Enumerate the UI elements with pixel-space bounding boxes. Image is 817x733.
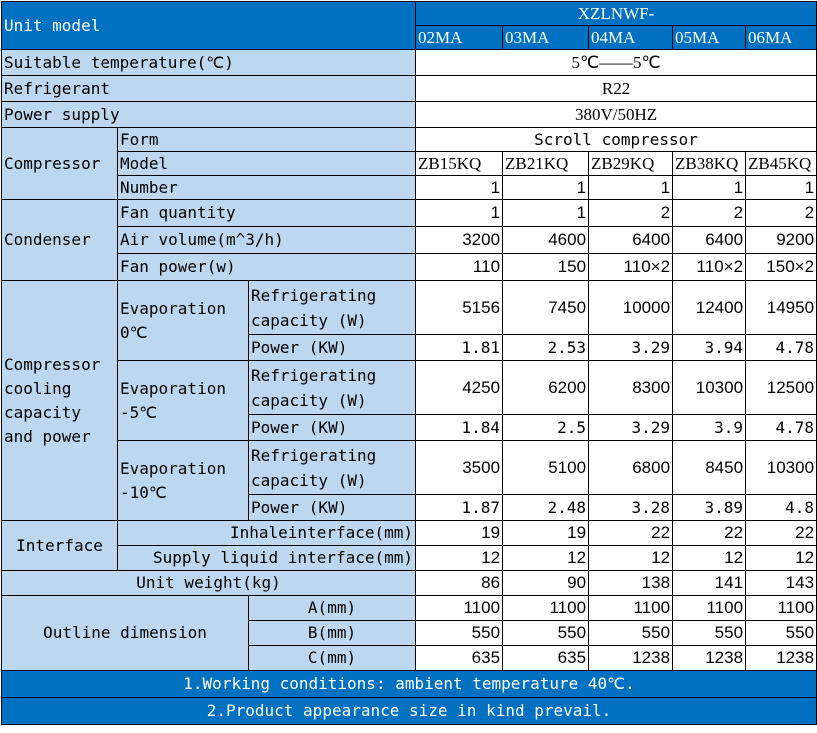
fan-power-label: Fan power(w) <box>118 254 416 281</box>
supply-cell: 12 <box>503 546 589 571</box>
compressor-model-cell: ZB15KQ <box>416 152 503 176</box>
dimension-a-cell: 1100 <box>503 596 589 621</box>
capacity-cell: 5156 <box>416 281 503 335</box>
evaporation-minus10-label: Evaporation -10℃ <box>118 441 249 521</box>
capacity-cell: 4250 <box>416 361 503 415</box>
refrigerating-capacity-label: Refrigerating capacity (W) <box>249 281 416 335</box>
capacity-cell: 12400 <box>673 281 746 335</box>
power-cell: 3.89 <box>673 495 746 521</box>
capacity-cell: 5100 <box>503 441 589 495</box>
dimension-b-cell: 550 <box>416 621 503 646</box>
capacity-cell: 10000 <box>589 281 673 335</box>
inhale-cell: 19 <box>503 521 589 546</box>
power-cell: 1.87 <box>416 495 503 521</box>
power-cell: 3.28 <box>589 495 673 521</box>
fan-power-cell: 110×2 <box>673 254 746 281</box>
air-volume-cell: 4600 <box>503 227 589 254</box>
dimension-c-cell: 1238 <box>589 646 673 671</box>
air-volume-cell: 9200 <box>746 227 817 254</box>
condenser-label: Condenser <box>2 200 118 281</box>
fan-power-cell: 110×2 <box>589 254 673 281</box>
power-cell: 2.53 <box>503 335 589 361</box>
dimension-c-cell: 1238 <box>746 646 817 671</box>
compressor-model-cell: ZB38KQ <box>673 152 746 176</box>
fan-quantity-cell: 2 <box>589 200 673 227</box>
power-cell: 4.8 <box>746 495 817 521</box>
capacity-cell: 6200 <box>503 361 589 415</box>
power-cell: 3.94 <box>673 335 746 361</box>
air-volume-cell: 6400 <box>673 227 746 254</box>
power-kw-label: Power (KW) <box>249 335 416 361</box>
fan-quantity-cell: 1 <box>503 200 589 227</box>
fan-quantity-label: Fan quantity <box>118 200 416 227</box>
dimension-b-cell: 550 <box>589 621 673 646</box>
inhale-cell: 22 <box>673 521 746 546</box>
compressor-model-label: Model <box>118 152 416 176</box>
supply-cell: 12 <box>746 546 817 571</box>
compressor-form-value: Scroll compressor <box>416 128 817 152</box>
capacity-cell: 10300 <box>673 361 746 415</box>
evaporation-minus5-label: Evaporation -5℃ <box>118 361 249 441</box>
refrigerant-value: R22 <box>416 76 817 102</box>
air-volume-cell: 3200 <box>416 227 503 254</box>
unit-model-header: Unit model <box>2 2 416 50</box>
outline-dimension-label: Outline dimension <box>2 596 249 671</box>
dimension-a-cell: 1100 <box>589 596 673 621</box>
capacity-cell: 14950 <box>746 281 817 335</box>
weight-cell: 141 <box>673 571 746 596</box>
refrigerant-label: Refrigerant <box>2 76 416 102</box>
supply-liquid-interface-label: Supply liquid interface(mm) <box>118 546 416 571</box>
unit-weight-label: Unit weight(kg) <box>2 571 416 596</box>
weight-cell: 90 <box>503 571 589 596</box>
power-cell: 1.81 <box>416 335 503 361</box>
dimension-b-cell: 550 <box>673 621 746 646</box>
fan-quantity-cell: 2 <box>746 200 817 227</box>
compressor-model-cell: ZB21KQ <box>503 152 589 176</box>
dimension-c-label: C(mm) <box>249 646 416 671</box>
power-cell: 3.29 <box>589 335 673 361</box>
note-working-conditions: 1.Working conditions: ambient temperature 40℃. <box>2 671 817 698</box>
capacity-cell: 8300 <box>589 361 673 415</box>
model-header-04: 04MA <box>589 26 673 50</box>
temperature-label: Suitable temperature(℃) <box>2 50 416 76</box>
interface-label: Interface <box>2 521 118 571</box>
model-header-06: 06MA <box>746 26 817 50</box>
refrigerating-capacity-label: Refrigerating capacity (W) <box>249 441 416 495</box>
dimension-c-cell: 635 <box>503 646 589 671</box>
inhale-interface-label: Inhaleinterface(mm) <box>118 521 416 546</box>
compressor-model-cell: ZB29KQ <box>589 152 673 176</box>
model-header-02: 02MA <box>416 26 503 50</box>
weight-cell: 143 <box>746 571 817 596</box>
compressor-form-label: Form <box>118 128 416 152</box>
inhale-cell: 22 <box>589 521 673 546</box>
supply-cell: 12 <box>589 546 673 571</box>
series-header: XZLNWF- <box>416 2 817 26</box>
capacity-cell: 8450 <box>673 441 746 495</box>
spec-table <box>1 1 817 725</box>
compressor-number-cell: 1 <box>503 176 589 200</box>
fan-quantity-cell: 2 <box>673 200 746 227</box>
temperature-value: 5℃——5℃ <box>416 50 817 76</box>
power-cell: 1.84 <box>416 415 503 441</box>
weight-cell: 86 <box>416 571 503 596</box>
compressor-number-cell: 1 <box>589 176 673 200</box>
compressor-model-cell: ZB45KQ <box>746 152 817 176</box>
power-cell: 2.48 <box>503 495 589 521</box>
power-cell: 4.78 <box>746 335 817 361</box>
dimension-a-cell: 1100 <box>746 596 817 621</box>
compressor-number-cell: 1 <box>673 176 746 200</box>
dimension-a-cell: 1100 <box>416 596 503 621</box>
air-volume-cell: 6400 <box>589 227 673 254</box>
model-header-03: 03MA <box>503 26 589 50</box>
air-volume-label: Air volume(m^3/h) <box>118 227 416 254</box>
capacity-cell: 12500 <box>746 361 817 415</box>
power-cell: 4.78 <box>746 415 817 441</box>
capacity-cell: 7450 <box>503 281 589 335</box>
supply-cell: 12 <box>673 546 746 571</box>
dimension-b-cell: 550 <box>503 621 589 646</box>
compressor-number-cell: 1 <box>746 176 817 200</box>
fan-quantity-cell: 1 <box>416 200 503 227</box>
refrigerating-capacity-label: Refrigerating capacity (W) <box>249 361 416 415</box>
power-supply-value: 380V/50HZ <box>416 102 817 128</box>
dimension-a-label: A(mm) <box>249 596 416 621</box>
power-kw-label: Power (KW) <box>249 495 416 521</box>
compressor-label: Compressor <box>2 128 118 200</box>
inhale-cell: 19 <box>416 521 503 546</box>
evaporation-0-label: Evaporation 0℃ <box>118 281 249 361</box>
weight-cell: 138 <box>589 571 673 596</box>
power-kw-label: Power (KW) <box>249 415 416 441</box>
capacity-cell: 10300 <box>746 441 817 495</box>
note-appearance: 2.Product appearance size in kind prevail. <box>2 698 817 725</box>
power-cell: 3.9 <box>673 415 746 441</box>
capacity-cell: 6800 <box>589 441 673 495</box>
power-supply-label: Power supply <box>2 102 416 128</box>
power-cell: 2.5 <box>503 415 589 441</box>
inhale-cell: 22 <box>746 521 817 546</box>
dimension-c-cell: 635 <box>416 646 503 671</box>
fan-power-cell: 150 <box>503 254 589 281</box>
dimension-c-cell: 1238 <box>673 646 746 671</box>
dimension-b-label: B(mm) <box>249 621 416 646</box>
dimension-a-cell: 1100 <box>673 596 746 621</box>
supply-cell: 12 <box>416 546 503 571</box>
capacity-cell: 3500 <box>416 441 503 495</box>
power-cell: 3.29 <box>589 415 673 441</box>
dimension-b-cell: 550 <box>746 621 817 646</box>
cooling-capacity-label: Compressor cooling capacity and power <box>2 281 118 521</box>
compressor-number-label: Number <box>118 176 416 200</box>
fan-power-cell: 110 <box>416 254 503 281</box>
compressor-number-cell: 1 <box>416 176 503 200</box>
model-header-05: 05MA <box>673 26 746 50</box>
fan-power-cell: 150×2 <box>746 254 817 281</box>
